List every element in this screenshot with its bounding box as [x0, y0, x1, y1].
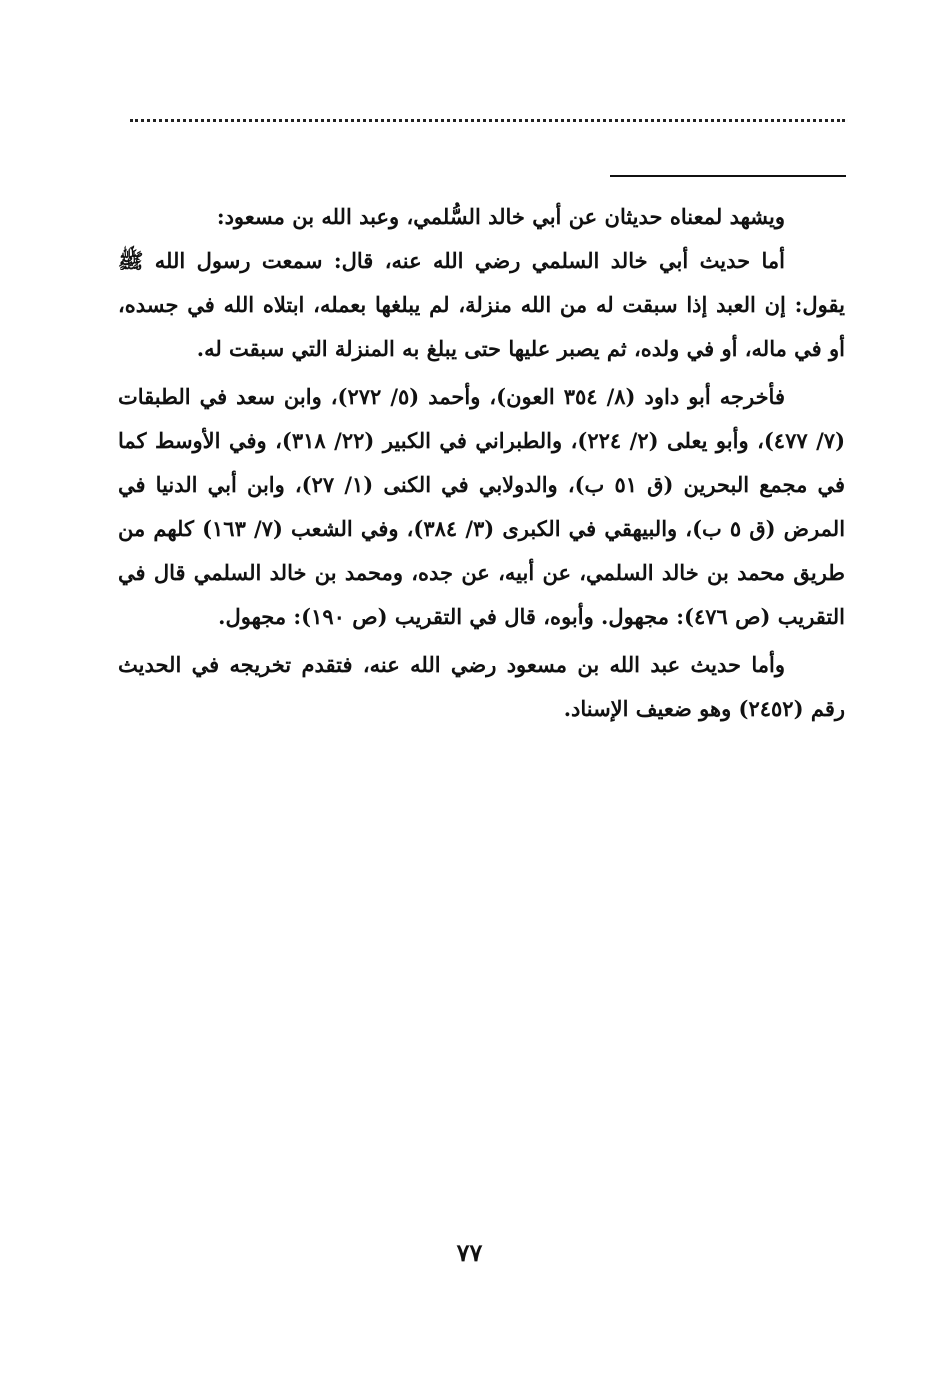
footnote-rule — [610, 175, 846, 177]
footnote-paragraph-intro: ويشهد لمعناه حديثان عن أبي خالد السُّلمي، وعبد الله بن مسعود: — [216, 204, 785, 229]
page-number: ٧٧ — [456, 1238, 483, 1267]
footnote-paragraph-hadith: أما حديث أبي خالد السلمي رضي الله عنه، قال: سمعت رسول الله ﷺ يقول: إن العبد إذا سبقت له من الله منزلة، لم يبلغها بعمله، ابتلاه الله في جسده، أو في ماله، أو في ولده، ثم يصبر عليها حتى يبلغ به المنزلة التي سبقت له. — [118, 248, 845, 361]
footnote-paragraph-takhrij: فأخرجه أبو داود (٨/ ٣٥٤ العون)، وأحمد (٥/ ٢٧٢)، وابن سعد في الطبقات (٧/ ٤٧٧)، وأبو يعلى (٢/ ٢٢٤)، والطبراني في الكبير (٢٢/ ٣١٨)، وفي الأوسط كما في مجمع البحرين (ق ٥١ ب)، والدولابي في الكنى (١/ ٢٧)، وابن أبي الدنيا في المرض (ق ٥ ب)، والبيهقي في الكبرى (٣/ ٣٨٤)، وفي الشعب (٧/ ١٦٣) كلهم من طريق محمد بن خالد السلمي، عن أبيه، عن جده، ومحمد بن خالد السلمي قال في التقريب (ص ٤٧٦): مجهول. وأبوه، قال في التقريب (ص ١٩٠): مجهول. — [118, 384, 846, 629]
footnote-text — [118, 195, 845, 731]
footnote-paragraph-ibn-masud: وأما حديث عبد الله بن مسعود رضي الله عنه، فتقدم تخريجه في الحديث رقم (٢٤٥٢) وهو ضعيف الإسناد. — [118, 652, 845, 721]
dotted-separator — [130, 119, 845, 122]
